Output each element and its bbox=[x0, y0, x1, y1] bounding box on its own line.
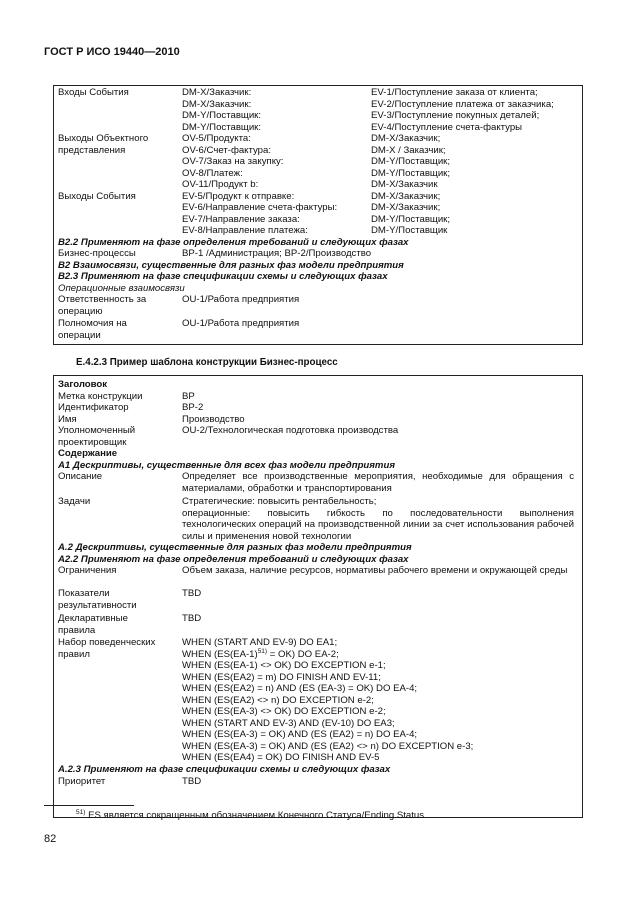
row-value: DM-X/Заказчик: bbox=[182, 87, 252, 98]
row-label: Выходы События bbox=[58, 190, 136, 202]
row-label: Набор поведенческих bbox=[58, 637, 156, 648]
row-value: BP-1 /Администрация; BP-2/Производство bbox=[182, 248, 372, 259]
rule-text: = OK) DO EA-2; bbox=[267, 648, 339, 660]
row-value: EV-8/Направление платежа: bbox=[182, 225, 308, 236]
row-value: DM-X/Заказчик; bbox=[371, 133, 441, 144]
row-value: EV-4/Поступление счета-фактуры bbox=[371, 121, 523, 133]
row-value: OU-1/Работа предприятия bbox=[182, 318, 300, 329]
row-value: OV-7/Заказ на закупку: bbox=[182, 156, 284, 167]
rule-line: WHEN (START AND EV-9) DO EA1; bbox=[182, 637, 338, 648]
document-header: ГОСТ Р ИСО 19440—2010 bbox=[44, 46, 180, 58]
row-value: EV-6/Направление счета-фактуры: bbox=[182, 202, 338, 213]
row-value: EV-1/Поступление заказа от клиента; bbox=[371, 87, 538, 98]
row-label: Описание bbox=[58, 471, 103, 482]
row-value: DM-X/Заказчик; bbox=[371, 190, 441, 202]
row-label: Ограничения bbox=[58, 565, 117, 576]
row-label: представления bbox=[58, 144, 126, 156]
row-label: Приоритет bbox=[58, 775, 106, 787]
section-heading: A1 Дескриптивы, существенные для всех фаз модели предприятия bbox=[58, 459, 395, 471]
row-label: правил bbox=[58, 648, 90, 660]
row-value: DM-X/Заказчик: bbox=[182, 98, 252, 110]
rule-line: WHEN (ES(EA4) = OK) DO FINISH AND EV-5 bbox=[182, 752, 380, 763]
row-value: DM-Y/Поставщик: bbox=[182, 110, 262, 121]
section-heading: A.2 Дескриптивы, существенные для разных фаз модели предприятия bbox=[58, 542, 412, 553]
row-label: операцию bbox=[58, 305, 103, 317]
footnote bbox=[76, 810, 427, 822]
footnote-separator bbox=[44, 805, 134, 806]
row-label: операции bbox=[58, 329, 101, 341]
rule-line: WHEN (ES(EA-1) <> OK) DO EXCEPTION e-1; bbox=[182, 660, 386, 671]
footnote-text: ES является сокращенным обозначением Конечного Статуса/Ending Status. bbox=[85, 810, 427, 821]
row-value: DM-Y/Поставщик; bbox=[371, 213, 451, 225]
row-label: Выходы Объектного bbox=[58, 133, 149, 144]
rule-line: WHEN (START AND EV-3) AND (EV-10) DO EA3; bbox=[182, 717, 395, 729]
row-label: Имя bbox=[58, 413, 77, 425]
rule-line: WHEN (ES(EA2) <> n) DO EXCEPTION e-2; bbox=[182, 694, 374, 706]
row-value: DM-Y/Поставщик; bbox=[371, 167, 451, 179]
section-heading: B2.2 Применяют на фазе определения требований и следующих фазах bbox=[58, 236, 409, 248]
section-heading: B2.3 Применяют на фазе спецификации схемы и следующих фазах bbox=[58, 271, 388, 282]
row-value: TBD bbox=[182, 775, 202, 787]
row-value: Объем заказа, наличие ресурсов, нормативы рабочего времени и окружающей среды bbox=[182, 565, 568, 576]
section-caption: Е.4.2.3 Пример шаблона конструкции Бизнес-процесс bbox=[76, 357, 338, 368]
row-value: OV-5/Продукта: bbox=[182, 133, 251, 144]
row-value: BP bbox=[182, 390, 195, 402]
rule-line: WHEN (ES(EA2) = m) DO FINISH AND EV-11; bbox=[182, 671, 381, 683]
footnote-mark: 51) bbox=[76, 808, 86, 816]
row-label: Идентификатор bbox=[58, 402, 129, 413]
rule-line bbox=[182, 649, 574, 661]
row-value: OU-1/Работа предприятия bbox=[182, 294, 300, 305]
row-value: Производство bbox=[182, 413, 245, 425]
row-label: правила bbox=[58, 624, 96, 636]
section-heading: B2 Взаимосвязи, существенные для разных фаз модели предприятия bbox=[58, 259, 404, 271]
section-heading: A.2.3 Применяют на фазе спецификации схемы и следующих фазах bbox=[58, 764, 391, 775]
row-value: EV-5/Продукт к отправке: bbox=[182, 190, 295, 202]
rule-line: WHEN (ES(EA2) = n) AND (ES (EA-3) = OK) DO EA-4; bbox=[182, 683, 418, 694]
row-value: TBD bbox=[182, 588, 202, 599]
rule-text: WHEN (ES(EA-1) bbox=[182, 648, 258, 660]
row-label: проектировщик bbox=[58, 436, 127, 448]
row-value: Определяет все производственные мероприятия, необходимые для обращения с материалами, обработки и транспортирования bbox=[182, 471, 574, 494]
table-continuation bbox=[53, 85, 583, 345]
row-label: Декларативные bbox=[58, 613, 128, 624]
construct-template-table bbox=[53, 375, 583, 818]
row-value: OV-8/Платеж: bbox=[182, 167, 243, 179]
row-label: Задачи bbox=[58, 496, 91, 507]
row-value: EV-2/Поступление платежа от заказчика; bbox=[371, 98, 554, 110]
row-value: DM-X / Заказчик; bbox=[371, 144, 446, 156]
row-value: OV-6/Счет-фактура: bbox=[182, 144, 272, 156]
row-value: EV-3/Поступление покупных деталей; bbox=[371, 110, 540, 121]
row-value: операционные: повысить гибкость по последовательности выполнения технологических операций на производственной линии за счет использования рабочей силы и применения новой технологии bbox=[182, 507, 574, 542]
footnote-ref: 51) bbox=[257, 647, 268, 655]
row-value: DM-X/Заказчик bbox=[371, 179, 438, 190]
row-label: Уполномоченный bbox=[58, 425, 136, 436]
row-value: Стратегические: повысить рентабельность; bbox=[182, 496, 377, 507]
section-heading: A2.2 Применяют на фазе определения требований и следующих фазах bbox=[58, 553, 409, 565]
row-label: Ответственность за bbox=[58, 294, 147, 305]
row-label: Входы События bbox=[58, 87, 129, 98]
section-heading: Содержание bbox=[58, 448, 118, 459]
section-heading: Заголовок bbox=[58, 379, 108, 390]
rule-line: WHEN (ES(EA-3) = OK) AND (ES (EA2) <> n) DO EXCEPTION e-3; bbox=[182, 740, 474, 752]
row-label: Показатели bbox=[58, 588, 110, 599]
rule-line: WHEN (ES(EA-3) <> OK) DO EXCEPTION e-2; bbox=[182, 706, 386, 717]
row-label: Метка конструкции bbox=[58, 390, 143, 402]
page-number: 82 bbox=[44, 833, 57, 845]
subsection-heading: Операционные взаимосвязи bbox=[58, 282, 185, 294]
row-value: EV-7/Направление заказа: bbox=[182, 213, 300, 225]
row-value: DM-Y/Поставщик; bbox=[371, 156, 451, 167]
row-value: TBD bbox=[182, 613, 202, 624]
row-value: OU-2/Технологическая подготовка производства bbox=[182, 425, 399, 436]
rule-line: WHEN (ES(EA-3) = OK) AND (ES (EA2) = n) DO EA-4; bbox=[182, 729, 418, 740]
row-label: Полномочия на bbox=[58, 318, 127, 329]
row-value: OV-11/Продукт b: bbox=[182, 179, 259, 190]
row-value: DM-X/Заказчик; bbox=[371, 202, 441, 213]
row-value: BP-2 bbox=[182, 402, 204, 413]
row-label: Бизнес-процессы bbox=[58, 248, 136, 259]
row-value: DM-Y/Поставщик: bbox=[182, 121, 262, 133]
row-label: результативности bbox=[58, 599, 137, 611]
row-value: DM-Y/Поставщик bbox=[371, 225, 448, 236]
